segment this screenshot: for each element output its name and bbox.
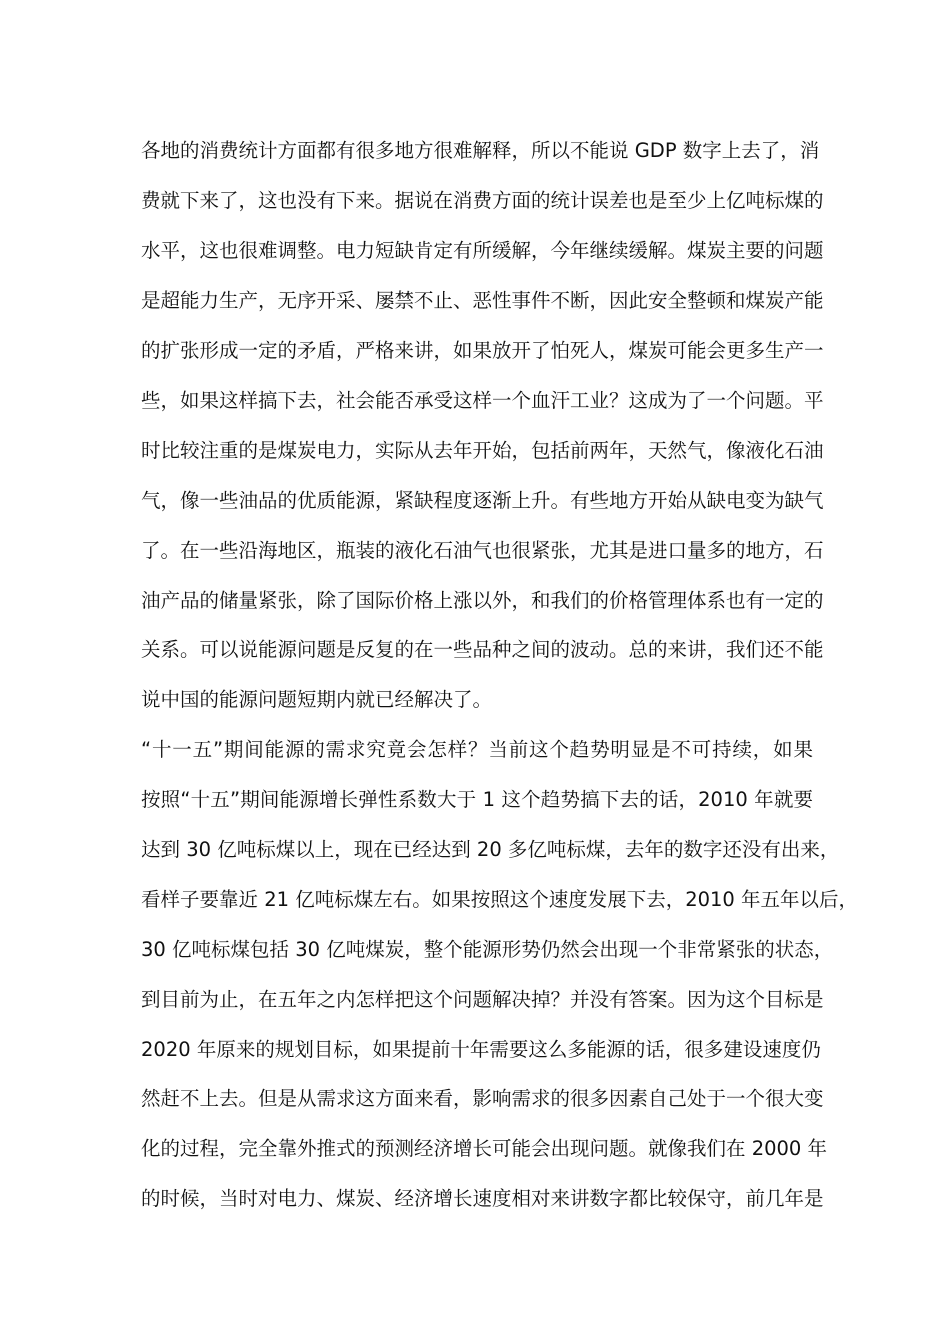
text-line: 时比较注重的是煤炭电力，实际从去年开始，包括前两年，天然气，像液化石油 — [141, 439, 824, 462]
text-line: 按照“十五”期间能源增长弹性系数大于 1 这个趋势搞下去的话，2010 年就要 — [141, 788, 813, 811]
text-line: 的扩张形成一定的矛盾，严格来讲，如果放开了怕死人，煤炭可能会更多生产一 — [141, 339, 824, 362]
text-line: 些，如果这样搞下去，社会能否承受这样一个血汗工业？这成为了一个问题。平 — [141, 389, 824, 412]
paragraph-last-line: 说中国的能源问题短期内就已经解决了。 — [141, 688, 493, 711]
text-line: 了。在一些沿海地区，瓶装的液化石油气也很紧张，尤其是进口量多的地方，石 — [141, 539, 824, 562]
paragraph-first-line: “十一五”期间能源的需求究竟会怎样？当前这个趋势明显是不可持续，如果 — [141, 738, 813, 761]
text-line: 水平，这也很难调整。电力短缺肯定有所缓解，今年继续缓解。煤炭主要的问题 — [141, 239, 824, 262]
text-line: 到目前为止，在五年之内怎样把这个问题解决掉？并没有答案。因为这个目标是 — [141, 988, 824, 1011]
text-line: 30 亿吨标煤包括 30 亿吨煤炭，整个能源形势仍然会出现一个非常紧张的状态， — [141, 938, 834, 961]
text-line: 油产品的储量紧张，除了国际价格上涨以外，和我们的价格管理体系也有一定的 — [141, 589, 824, 612]
text-line: 费就下来了，这也没有下来。据说在消费方面的统计误差也是至少上亿吨标煤的 — [141, 189, 824, 212]
text-line: 是超能力生产，无序开采、屡禁不止、恶性事件不断，因此安全整顿和煤炭产能 — [141, 289, 824, 312]
text-line: 然赶不上去。但是从需求这方面来看，影响需求的很多因素自己处于一个很大变 — [141, 1087, 824, 1110]
text-line: 关系。可以说能源问题是反复的在一些品种之间的波动。总的来讲，我们还不能 — [141, 638, 824, 661]
text-line: 2020 年原来的规划目标，如果提前十年需要这么多能源的话，很多建设速度仍 — [141, 1038, 821, 1061]
text-line: 的时候，当时对电力、煤炭、经济增长速度相对来讲数字都比较保守，前几年是 — [141, 1187, 824, 1210]
text-line: 看样子要靠近 21 亿吨标煤左右。如果按照这个速度发展下去，2010 年五年以后， — [141, 888, 859, 911]
text-line: 各地的消费统计方面都有很多地方很难解释，所以不能说 GDP 数字上去了，消 — [141, 139, 820, 162]
text-line: 达到 30 亿吨标煤以上，现在已经达到 20 多亿吨标煤，去年的数字还没有出来， — [141, 838, 840, 861]
text-line: 气，像一些油品的优质能源，紧缺程度逐渐上升。有些地方开始从缺电变为缺气 — [141, 489, 824, 512]
text-line: 化的过程，完全靠外推式的预测经济增长可能会出现问题。就像我们在 2000 年 — [141, 1137, 828, 1160]
